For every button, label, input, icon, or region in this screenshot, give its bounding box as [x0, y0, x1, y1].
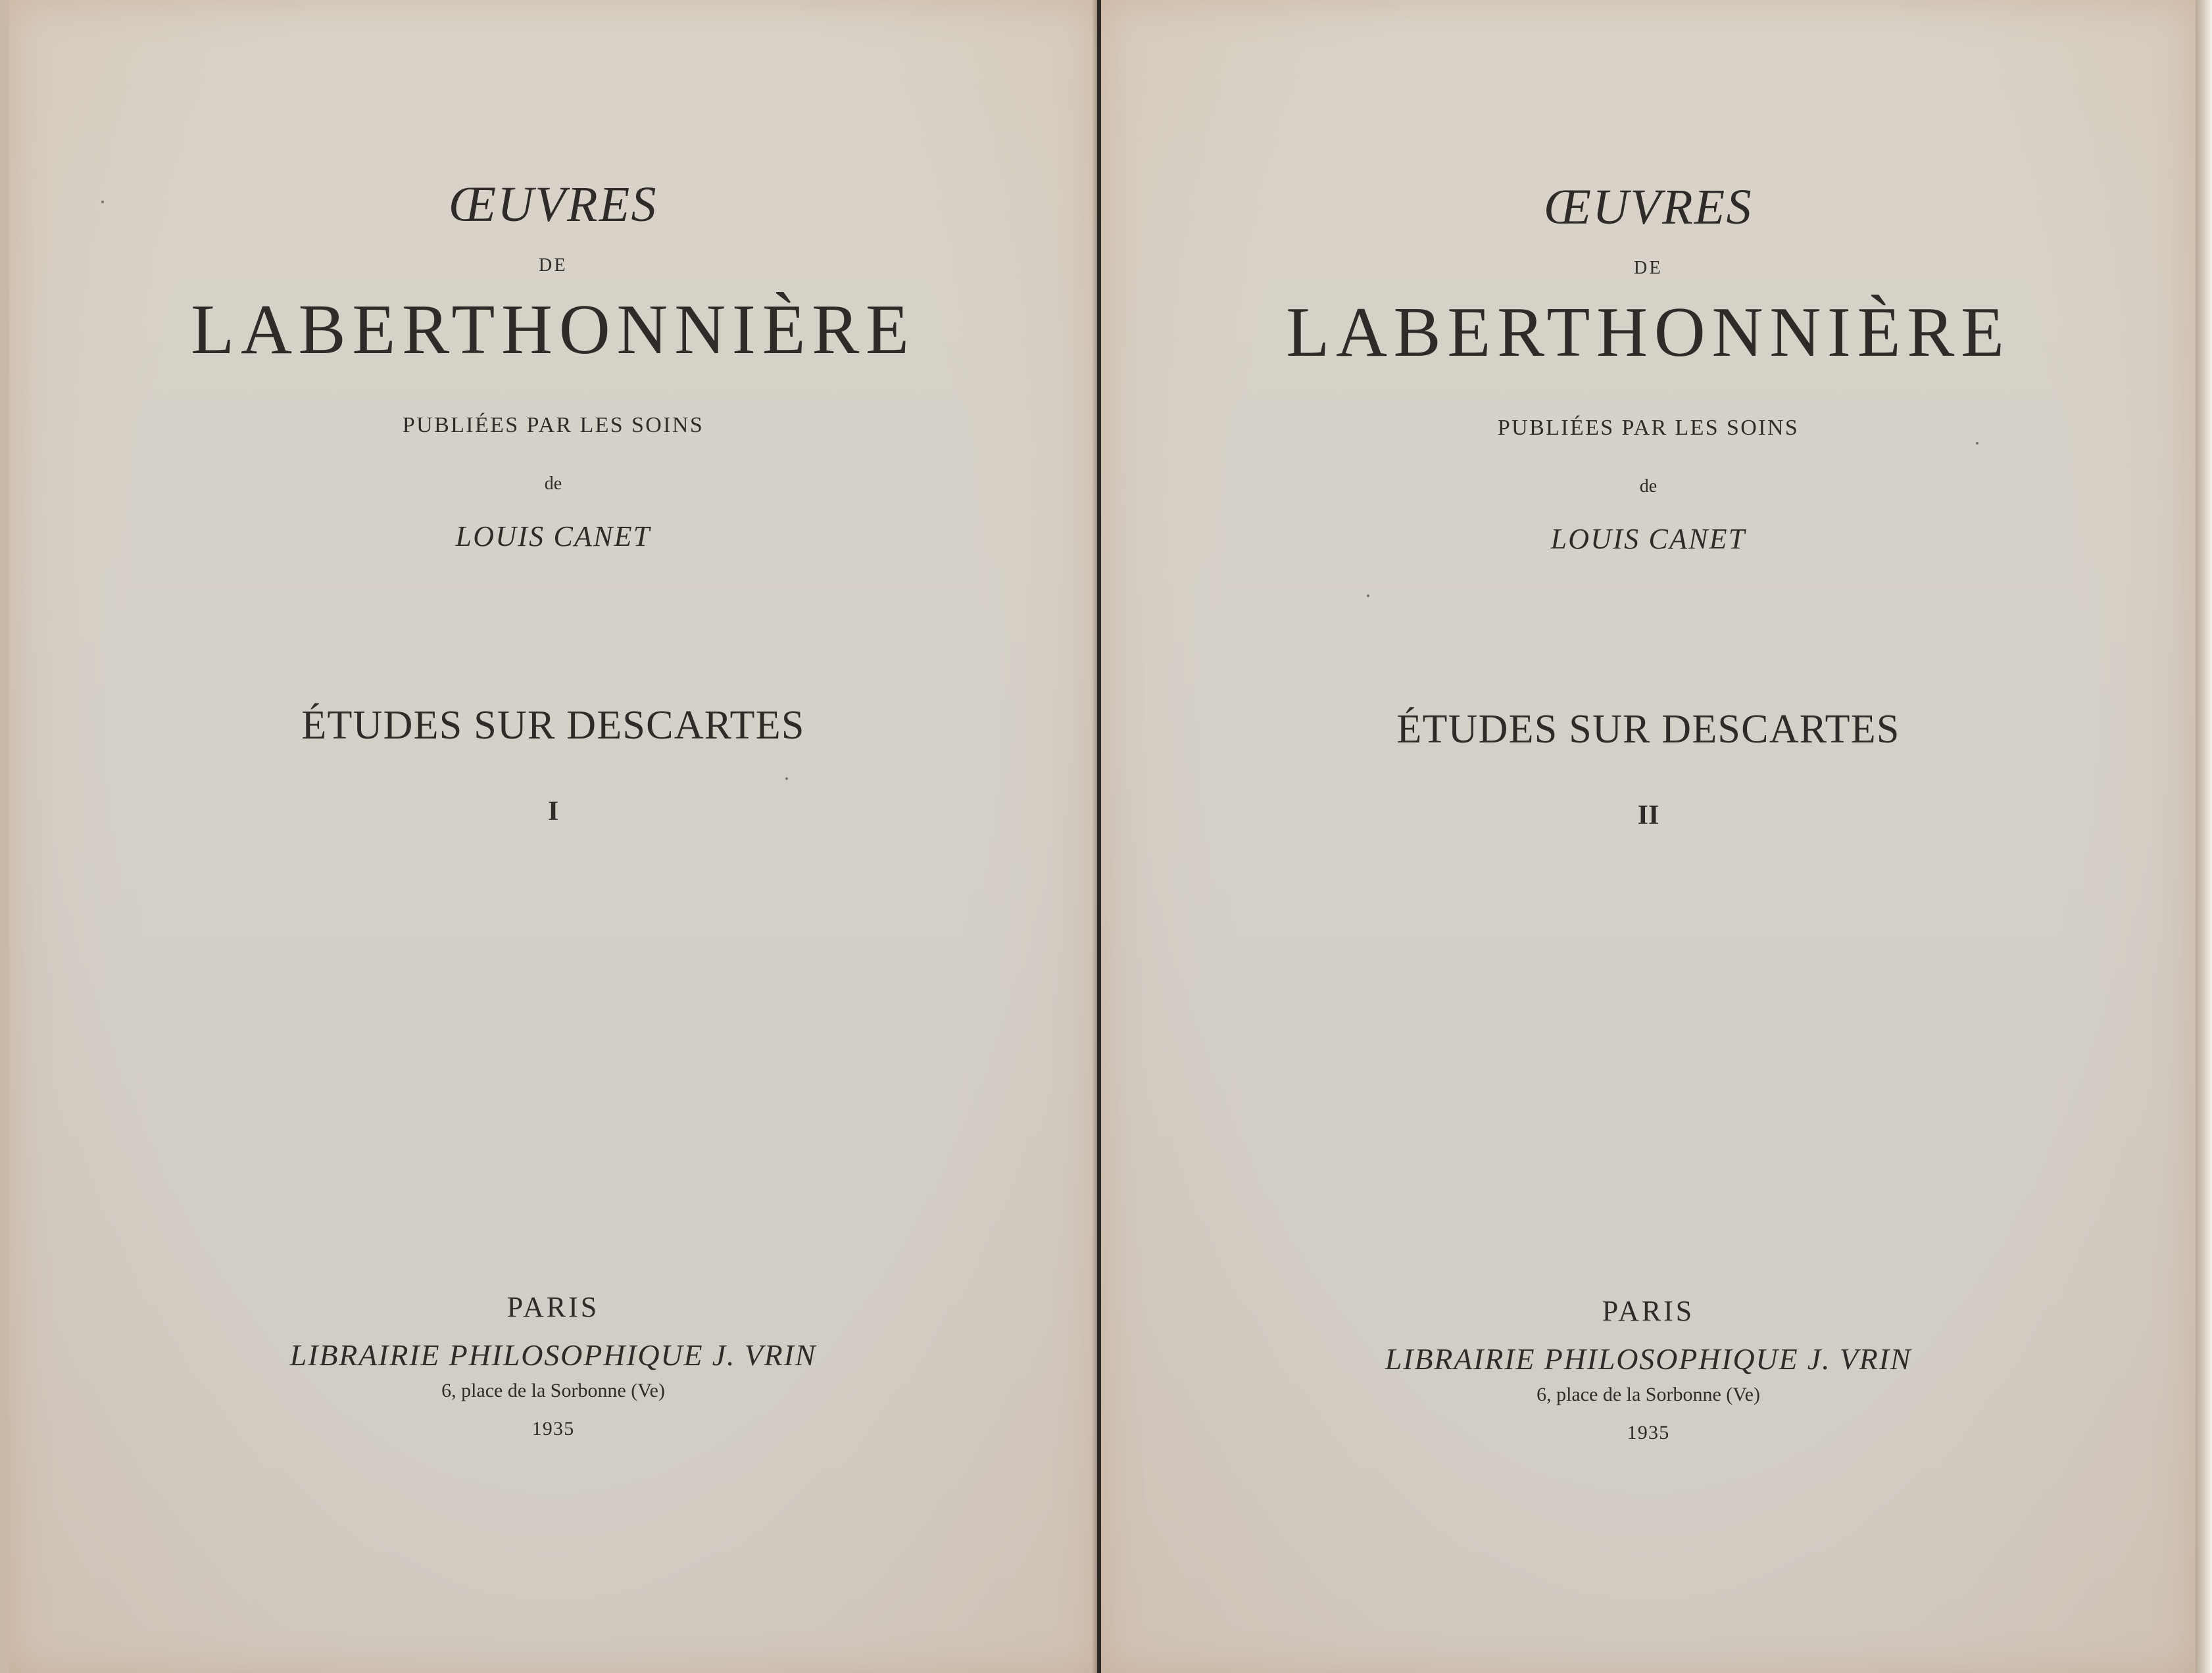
volume-number: II	[1637, 800, 1659, 831]
paper-speck	[1367, 594, 1369, 597]
imprint-place: PARIS	[1602, 1295, 1695, 1327]
paper-speck	[785, 777, 788, 780]
series-heading: ŒUVRES	[449, 177, 658, 232]
publiees-line: PUBLIÉES PAR LES SOINS	[402, 413, 704, 437]
author-name: LABERTHONNIÈRE	[191, 291, 916, 369]
series-de: DE	[538, 255, 568, 276]
imprint-address: 6, place de la Sorbonne (Ve)	[441, 1380, 665, 1401]
publiees-line: PUBLIÉES PAR LES SOINS	[1497, 416, 1800, 440]
editor-de: de	[1639, 476, 1658, 497]
imprint-year: 1935	[531, 1418, 575, 1440]
volume-number: I	[547, 796, 559, 827]
paper-speck	[101, 201, 104, 203]
imprint-year: 1935	[1627, 1422, 1670, 1443]
imprint-place: PARIS	[506, 1291, 600, 1323]
title-page-volume-1	[0, 0, 1097, 1673]
imprint-publisher: LIBRAIRIE PHILOSOPHIQUE J. VRIN	[1385, 1342, 1912, 1376]
imprint-address: 6, place de la Sorbonne (Ve)	[1536, 1384, 1760, 1405]
page-edge	[2196, 0, 2212, 1673]
editor-de: de	[544, 473, 562, 494]
imprint-publisher: LIBRAIRIE PHILOSOPHIQUE J. VRIN	[289, 1338, 817, 1372]
paper-speck	[1976, 442, 1979, 445]
editor-name: LOUIS CANET	[455, 520, 651, 552]
title-page-volume-2	[1097, 0, 2196, 1673]
editor-name: LOUIS CANET	[1550, 523, 1746, 555]
work-title: ÉTUDES SUR DESCARTES	[301, 703, 805, 748]
series-heading: ŒUVRES	[1544, 180, 1753, 235]
author-name: LABERTHONNIÈRE	[1286, 293, 2011, 372]
work-title: ÉTUDES SUR DESCARTES	[1396, 707, 1900, 752]
series-de: DE	[1633, 258, 1663, 278]
